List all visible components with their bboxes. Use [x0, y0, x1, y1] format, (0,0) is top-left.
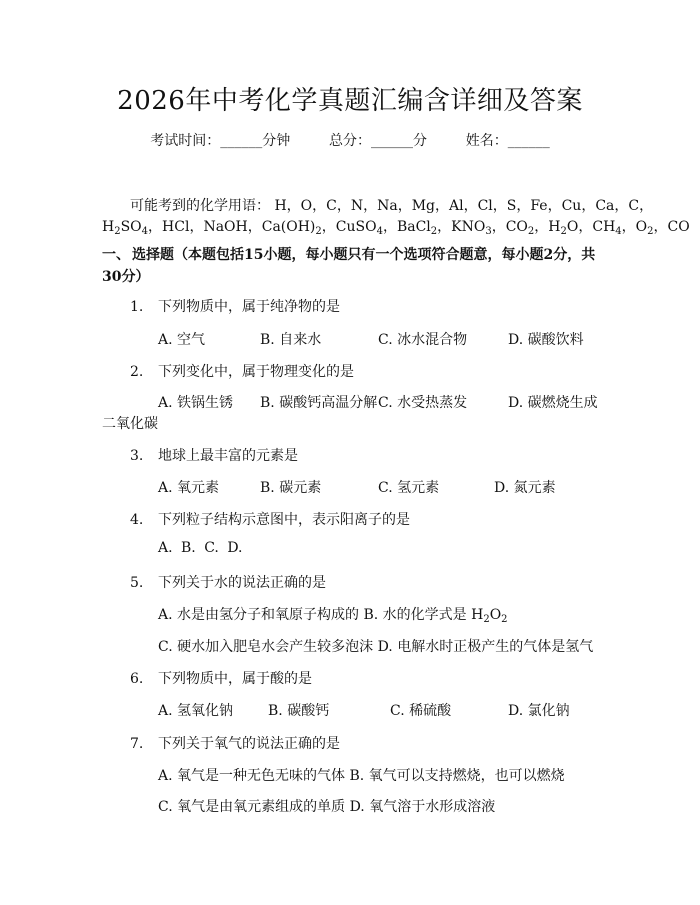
question-3: 3. 地球上最丰富的元素是: [130, 448, 298, 464]
q2-option-d-wrap: 二氧化碳: [102, 416, 158, 432]
q2-option-a: A. 铁锅生锈: [158, 395, 234, 411]
question-6: 6. 下列物质中，属于酸的是: [130, 671, 312, 687]
section-label: 一、: [102, 247, 130, 263]
q2-option-d: D. 碳燃烧生成: [508, 395, 598, 411]
q1-option-a: A. 空气: [158, 332, 206, 348]
q6-option-a: A. 氢氧化钠: [158, 703, 234, 719]
question-5: 5. 下列关于水的说法正确的是: [130, 575, 326, 591]
q7-options-cd: C. 氧气是由氧元素组成的单质 D. 氧气溶于水形成溶液: [158, 799, 496, 815]
page-title: 2026年中考化学真题汇编含详细及答案: [117, 86, 583, 116]
q3-option-b: B. 碳元素: [260, 480, 322, 496]
q5-options-ab: A. 水是由氢分子和氧原子构成的 B. 水的化学式是 $H_2O_2$: [158, 607, 508, 625]
q1-option-d: D. 碳酸饮料: [508, 332, 584, 348]
q2-option-c: C. 水受热蒸发: [378, 395, 468, 411]
q3-option-a: A. 氧元素: [158, 480, 220, 496]
q3-option-d: D. 氮元素: [494, 480, 556, 496]
q5-options-cd: C. 硬水加入肥皂水会产生较多泡沫 D. 电解水时正极产生的气体是氢气: [158, 639, 594, 655]
q4-options: A. B. C. D.: [158, 540, 243, 556]
question-4: 4. 下列粒子结构示意图中，表示阳离子的是: [130, 512, 410, 528]
question-2: 2. 下列变化中，属于物理变化的是: [130, 364, 354, 380]
section-text: 选择题（本题包括15小题，每小题只有一个选项符合题意，每小题2分，共30分）: [102, 247, 596, 285]
q3-option-c: C. 氢元素: [378, 480, 440, 496]
question-1: 1. 下列物质中，属于纯净物的是: [130, 299, 340, 315]
elements-formulas: $H_2SO_4$，HCl，NaOH，$Ca(OH)_2$，CuSO$_4$，BaCl$_2$，$KNO_3$，$CO_2$，$H_2O$，$CH_4$，$O_2$，CO: [102, 219, 690, 237]
q6-option-b: B. 碳酸钙: [268, 703, 330, 719]
q6-option-c: C. 稀硫酸: [390, 703, 452, 719]
q1-option-c: C. 冰水混合物: [378, 332, 468, 348]
q7-options-ab: A. 氧气是一种无色无味的气体 B. 氧气可以支持燃烧，也可以燃烧: [158, 768, 565, 784]
question-7: 7. 下列关于氧气的说法正确的是: [130, 736, 340, 752]
q1-option-b: B. 自来水: [260, 332, 322, 348]
q6-option-d: D. 氯化钠: [508, 703, 570, 719]
exam-time: 考试时间：______分钟: [150, 133, 291, 149]
section-heading: [102, 244, 602, 288]
exam-meta: [0, 130, 700, 150]
total-score: 总分：______分: [329, 133, 427, 149]
student-name: 姓名：______: [465, 133, 550, 149]
elements-intro: 可能考到的化学用语： H，O，C，N，Na，Mg，Al，Cl，S，Fe，Cu，Ca，C，: [130, 198, 654, 214]
q2-option-b: B. 碳酸钙高温分解: [260, 395, 378, 411]
